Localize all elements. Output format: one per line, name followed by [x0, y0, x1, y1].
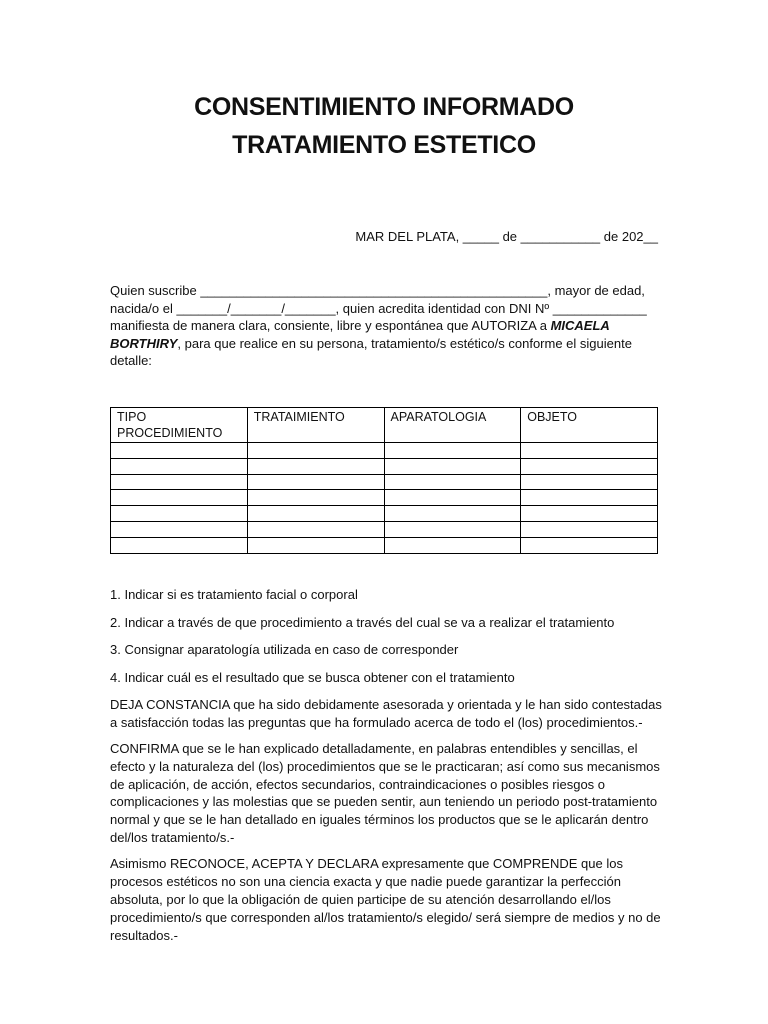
table-cell[interactable] — [247, 506, 384, 522]
authorized-name: MICAELA BORTHIRY — [110, 318, 610, 351]
table-cell[interactable] — [111, 443, 248, 459]
table-cell[interactable] — [111, 521, 248, 537]
table-cell[interactable] — [111, 506, 248, 522]
paragraph-confirma: CONFIRMA que se le han explicado detalladamente, en palabras entendibles y sencillas, el efecto y la naturaleza del (los) procedimientos que se le practicaran; así como sus mecanismos de aplicación, de acción, efectos secundarios, contraindicaciones o posibles riesgos o complicaciones y las molestias que se pueden sentir, aun teniendo un periodo post-tratamiento normal y que se le han detallado en iguales términos los productos que se le aplicarán dentro del/los tratamiento/s.- — [110, 741, 660, 846]
instruction-2: 2. Indicar a través de que procedimiento a través del cual se va a realizar el tratamiento — [110, 614, 615, 630]
table-body — [111, 443, 658, 554]
table-cell[interactable] — [247, 490, 384, 506]
header-objeto: OBJETO — [521, 408, 658, 443]
table-cell[interactable] — [247, 474, 384, 490]
table-cell[interactable] — [521, 443, 658, 459]
table-cell[interactable] — [384, 490, 521, 506]
document-title — [0, 88, 768, 164]
instruction-1: 1. Indicar si es tratamiento facial o corporal — [110, 587, 358, 602]
table-row — [111, 537, 658, 553]
table-row — [111, 490, 658, 506]
instruction-3: 3. Consignar aparatología utilizada en caso de corresponder — [110, 642, 459, 657]
title-line-2: TRATAMIENTO ESTETICO — [232, 131, 536, 159]
table-cell[interactable] — [247, 443, 384, 459]
table-cell[interactable] — [384, 458, 521, 474]
header-tratamiento: TRATAIMIENTO — [247, 408, 384, 443]
instructions-list — [110, 586, 670, 696]
table-cell[interactable] — [384, 521, 521, 537]
table-cell[interactable] — [384, 506, 521, 522]
intro-paragraph — [110, 282, 660, 370]
table-cell[interactable] — [111, 537, 248, 553]
procedure-table — [110, 407, 658, 554]
table-cell[interactable] — [521, 506, 658, 522]
table-cell[interactable] — [521, 490, 658, 506]
table-row — [111, 458, 658, 474]
date-line: MAR DEL PLATA, _____ de ___________ de 202__ — [355, 229, 658, 244]
table-cell[interactable] — [247, 521, 384, 537]
table-cell[interactable] — [384, 443, 521, 459]
table-cell[interactable] — [384, 537, 521, 553]
table-cell[interactable] — [111, 490, 248, 506]
header-tipo-procedimiento: TIPO PROCEDIMIENTO — [111, 408, 248, 443]
table-cell[interactable] — [521, 537, 658, 553]
table-row — [111, 474, 658, 490]
table-row — [111, 521, 658, 537]
table-cell[interactable] — [111, 474, 248, 490]
procedure-table-wrapper — [110, 407, 658, 554]
table-cell[interactable] — [247, 537, 384, 553]
table-cell[interactable] — [384, 474, 521, 490]
declarations — [110, 696, 662, 953]
intro-text-1: Quien suscribe ________________________________________________, mayor de edad, nacida/o el _______/_______/_______, quien acredita identidad con DNI Nº _____________ manifiesta de manera clara, consiente, libre y espontánea que AUTORIZA a — [110, 283, 647, 334]
header-aparatologia: APARATOLOGIA — [384, 408, 521, 443]
table-row — [111, 506, 658, 522]
table-cell[interactable] — [111, 458, 248, 474]
table-header-row — [111, 408, 658, 443]
table-cell[interactable] — [521, 458, 658, 474]
instruction-4: 4. Indicar cuál es el resultado que se busca obtener con el tratamiento — [110, 669, 515, 685]
title-line-1: CONSENTIMIENTO INFORMADO — [194, 93, 574, 121]
table-row — [111, 443, 658, 459]
table-cell[interactable] — [521, 521, 658, 537]
paragraph-asimismo: Asimismo RECONOCE, ACEPTA Y DECLARA expresamente que COMPRENDE que los procesos estéticos no son una ciencia exacta y que nadie puede garantizar la perfección absoluta, por lo que la obligación de quien participe de su atención desarrollando el/los procedimiento/s que corresponden al/los tratamiento/s elegido/ será siempre de medios y no de resultados.- — [110, 856, 661, 943]
intro-text-2: , para que realice en su persona, tratamiento/s estético/s conforme el siguiente detalle: — [110, 335, 632, 369]
table-cell[interactable] — [521, 474, 658, 490]
table-cell[interactable] — [247, 458, 384, 474]
paragraph-deja-constancia: DEJA CONSTANCIA que ha sido debidamente asesorada y orientada y le han sido contestadas a satisfacción todas las preguntas que ha formulado acerca de todo el (los) procedimientos.- — [110, 697, 662, 730]
